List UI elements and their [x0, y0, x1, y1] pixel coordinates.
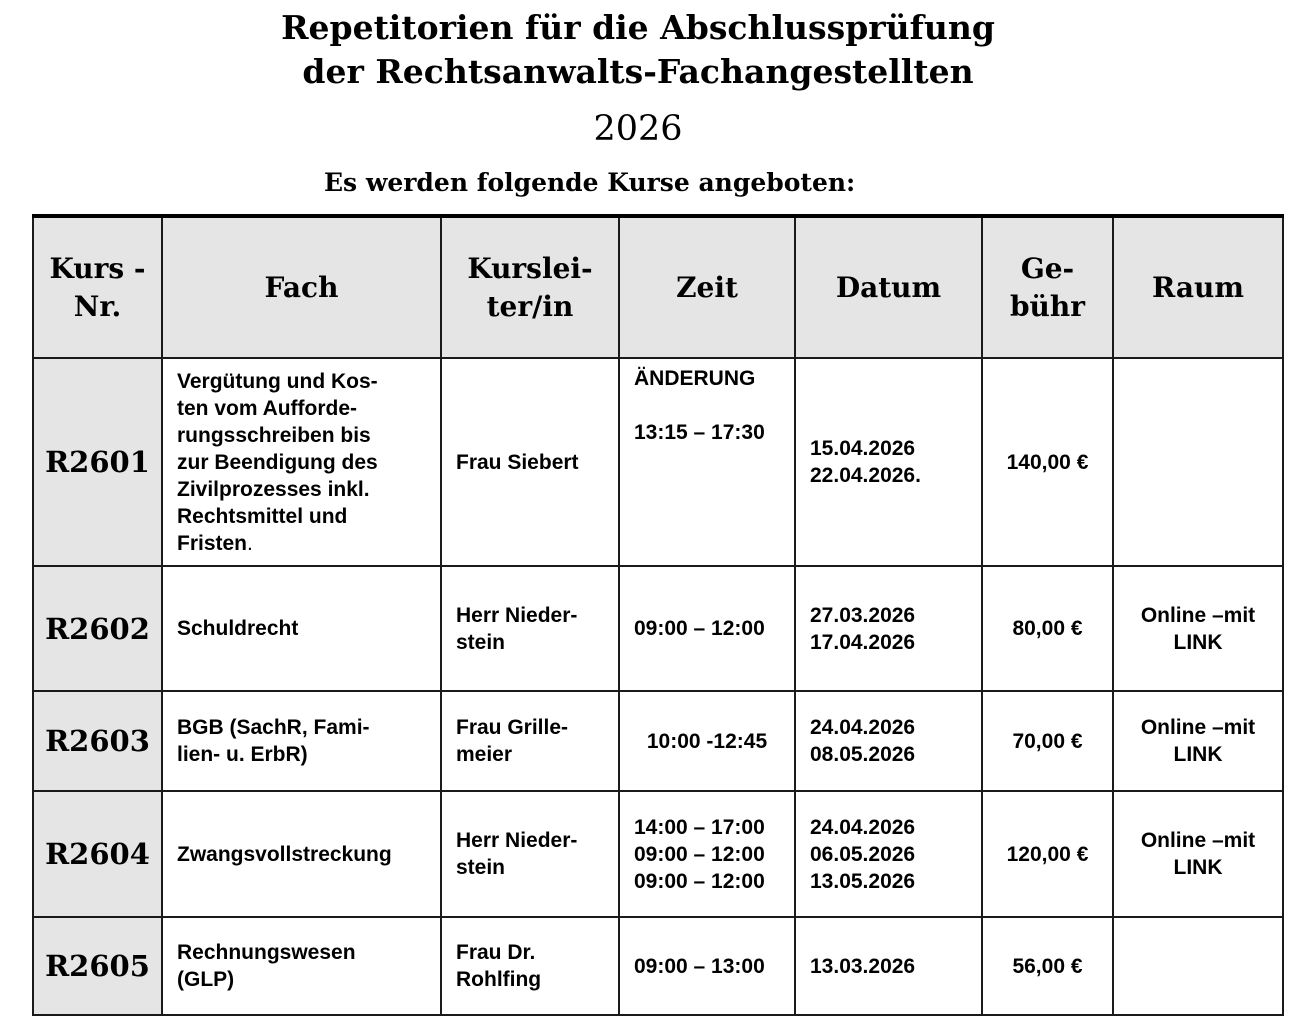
course-instructor	[441, 566, 619, 691]
time-line: 09:00 – 12:00	[634, 842, 765, 866]
document-year: 2026	[593, 109, 683, 149]
subject-line: Zivilprozesses inkl.	[177, 477, 370, 501]
course-time	[619, 691, 795, 791]
date-line: 22.04.2026.	[810, 464, 921, 487]
instructor-line: Herr Nieder-	[456, 603, 578, 627]
subject-line: Rechtsmittel und	[177, 504, 348, 528]
time-line: 14:00 – 17:00	[634, 815, 765, 839]
subject-line: Fristen	[177, 531, 248, 555]
course-number: R2602	[33, 566, 162, 691]
time-line: 10:00 -12:45	[646, 729, 768, 753]
course-fee: 120,00 €	[982, 791, 1113, 917]
subject-line: lien- u. ErbR)	[177, 743, 308, 766]
course-number: R2603	[33, 691, 162, 791]
table-header-row	[33, 216, 1283, 358]
date-line: 13.05.2026	[810, 869, 916, 893]
course-subject	[162, 566, 441, 691]
course-subject	[162, 791, 441, 917]
instructor-line: meier	[456, 743, 513, 766]
date-line: 24.04.2026	[810, 716, 916, 739]
room-line: LINK	[1173, 743, 1223, 766]
course-dates	[795, 917, 982, 1015]
room-line: LINK	[1173, 630, 1223, 654]
course-number: R2601	[33, 358, 162, 566]
table-row	[33, 917, 1283, 1015]
header-kursleiter-line1: Kurslei-	[467, 251, 593, 285]
subject-line: (GLP)	[177, 968, 235, 991]
subject-suffix: .	[247, 531, 253, 555]
course-room	[1113, 917, 1283, 1015]
subject-line: Rechnungswesen	[177, 941, 356, 964]
table-row	[33, 358, 1283, 566]
subject-line: zur Beendigung des	[177, 450, 378, 474]
date-line: 17.04.2026	[810, 630, 916, 654]
course-fee: 140,00 €	[982, 358, 1113, 566]
subject-line: Schuldrecht	[177, 617, 299, 640]
table-row	[33, 566, 1283, 691]
room-line: Online –mit	[1140, 603, 1256, 627]
header-kurs-nr-line2: Nr.	[73, 289, 122, 323]
header-zeit: Zeit	[619, 216, 795, 358]
course-dates	[795, 566, 982, 691]
time-spacer	[634, 392, 788, 419]
date-line: 13.03.2026	[810, 954, 916, 978]
subject-line: BGB (SachR, Fami-	[177, 716, 370, 739]
course-subject	[162, 358, 441, 566]
header-kurs-nr-line1: Kurs -	[49, 251, 146, 285]
subject-line: rungsschreiben bis	[177, 423, 371, 447]
instructor-line: stein	[456, 630, 506, 654]
time-line: 13:15 – 17:30	[634, 421, 765, 444]
course-time	[619, 566, 795, 691]
header-fach: Fach	[162, 216, 441, 358]
header-gebuehr	[982, 216, 1113, 358]
subject-line: ten vom Aufforde-	[177, 396, 358, 420]
course-time	[619, 358, 795, 566]
course-table	[32, 214, 1284, 1016]
instructor-line: Rohlfing	[456, 968, 542, 991]
header-gebuehr-line1: Ge-	[1020, 251, 1075, 285]
course-subject	[162, 917, 441, 1015]
instructor-line: Frau Dr.	[456, 941, 536, 964]
course-fee: 56,00 €	[982, 917, 1113, 1015]
course-dates	[795, 691, 982, 791]
header-datum: Datum	[795, 216, 982, 358]
time-change-note: ÄNDERUNG	[634, 367, 756, 390]
course-time	[619, 917, 795, 1015]
date-line: 27.03.2026	[810, 603, 916, 627]
header-kursleiter-line2: ter/in	[486, 289, 574, 323]
date-line: 06.05.2026	[810, 842, 916, 866]
date-line: 24.04.2026	[810, 815, 916, 839]
subject-line: Vergütung und Kos-	[177, 369, 378, 393]
instructor-line: Frau Grille-	[456, 716, 569, 739]
table-row	[33, 691, 1283, 791]
subject-line: Zwangsvollstreckung	[177, 842, 392, 866]
time-line: 09:00 – 12:00	[634, 869, 765, 893]
header-gebuehr-line2: bühr	[1009, 289, 1086, 323]
course-number: R2605	[33, 917, 162, 1015]
course-instructor	[441, 691, 619, 791]
document-title-line1: Repetitorien für die Abschlussprüfung	[281, 8, 995, 47]
course-dates	[795, 358, 982, 566]
time-line: 09:00 – 13:00	[634, 954, 765, 978]
instructor-line: Frau Siebert	[456, 450, 579, 474]
course-fee: 80,00 €	[982, 566, 1113, 691]
course-room	[1113, 691, 1283, 791]
date-line: 15.04.2026	[810, 437, 916, 460]
room-line: Online –mit	[1140, 716, 1256, 739]
course-room	[1113, 358, 1283, 566]
header-kursleiter	[441, 216, 619, 358]
time-line: 09:00 – 12:00	[634, 617, 765, 640]
course-instructor	[441, 358, 619, 566]
course-subject	[162, 691, 441, 791]
table-row	[33, 791, 1283, 917]
room-line: Online –mit	[1140, 829, 1256, 852]
date-line: 08.05.2026	[810, 743, 916, 766]
header-raum: Raum	[1113, 216, 1283, 358]
intro-text: Es werden folgende Kurse angeboten:	[324, 168, 856, 197]
course-dates	[795, 791, 982, 917]
course-fee: 70,00 €	[982, 691, 1113, 791]
subject-line-last	[177, 530, 434, 557]
course-room	[1113, 566, 1283, 691]
room-line: LINK	[1173, 856, 1223, 879]
course-time	[619, 791, 795, 917]
course-instructor	[441, 917, 619, 1015]
header-kurs-nr	[33, 216, 162, 358]
instructor-line: Herr Nieder-	[456, 829, 578, 852]
instructor-line: stein	[456, 856, 506, 879]
course-number: R2604	[33, 791, 162, 917]
course-room	[1113, 791, 1283, 917]
document-title-line2: der Rechtsanwalts-Fachangestellten	[302, 52, 974, 91]
course-instructor	[441, 791, 619, 917]
